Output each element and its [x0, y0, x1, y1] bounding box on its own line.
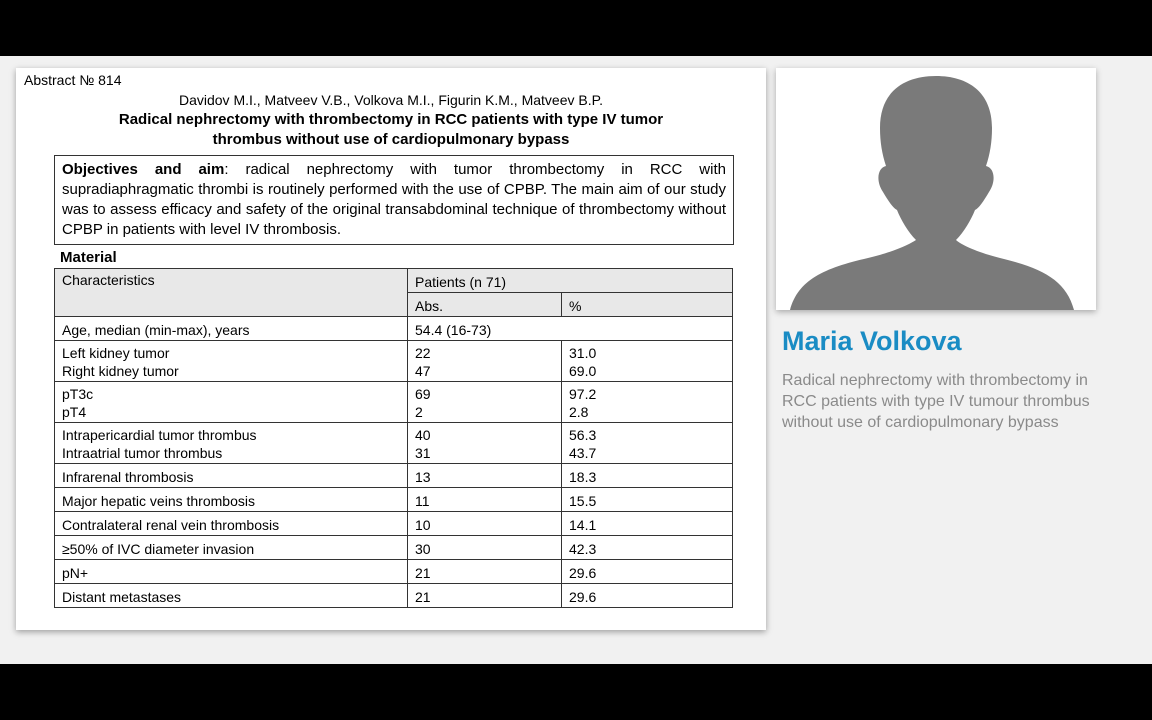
- title-line-2: thrombus without use of cardiopulmonary bypass: [212, 131, 570, 148]
- table-row: [55, 423, 733, 464]
- abs-cell-line: 30: [415, 540, 431, 557]
- characteristic-cell-line: pT4: [62, 404, 87, 420]
- abs-cell-line: 40: [415, 427, 431, 443]
- characteristic-cell: [55, 423, 408, 464]
- characteristic-cell: [55, 464, 408, 488]
- percent-cell: [562, 512, 733, 536]
- authors: Davidov M.I., Matveev V.B., Volkova M.I., Figurin K.M., Matveev B.P.: [178, 92, 604, 108]
- characteristic-cell: [55, 584, 408, 608]
- characteristic-cell-line: ≥50% of IVC diameter invasion: [62, 540, 255, 557]
- characteristic-cell: [55, 488, 408, 512]
- characteristic-cell-line: Infrarenal thrombosis: [62, 468, 194, 485]
- table-row: [55, 560, 733, 584]
- characteristic-cell-line: Contralateral renal vein thrombosis: [62, 516, 280, 533]
- percent-cell: [562, 560, 733, 584]
- material-label: Material: [60, 249, 117, 266]
- percent-cell-line: 42.3: [569, 540, 597, 557]
- characteristic-cell-line: Left kidney tumor: [62, 345, 170, 361]
- characteristic-cell-line: Intrapericardial tumor thrombus: [62, 427, 257, 443]
- abs-cell: [408, 536, 562, 560]
- abs-cell-line: 11: [415, 492, 430, 509]
- table-row: [55, 488, 733, 512]
- characteristic-cell-line: Age, median (min-max), years: [62, 321, 250, 338]
- table-row: [55, 317, 733, 341]
- characteristic-cell: [55, 382, 408, 423]
- percent-cell-line: 97.2: [569, 386, 597, 402]
- header-characteristics: Characteristics: [55, 269, 408, 317]
- abs-cell: [408, 512, 562, 536]
- abs-cell: [408, 317, 733, 341]
- header-abs: Abs.: [408, 293, 562, 317]
- percent-cell-line: 18.3: [569, 468, 597, 485]
- abs-cell-line: 13: [415, 468, 431, 485]
- material-table: [54, 268, 733, 608]
- percent-cell-line: 14.1: [569, 516, 597, 533]
- characteristic-cell: [55, 560, 408, 584]
- objectives-box: [54, 155, 734, 245]
- header-patients: Patients (n 71): [408, 269, 733, 293]
- characteristic-cell-line: pT3c: [62, 386, 94, 402]
- speaker-talk-title: Radical nephrectomy with thrombectomy in RCC patients with type IV tumour thrombus without use of cardiopulmonary bypass: [782, 372, 1090, 431]
- abstract-title: [16, 110, 766, 150]
- abs-cell-line: 69: [415, 386, 431, 402]
- abstract-slide: [16, 68, 766, 630]
- objectives-label: Objectives and aim: [62, 161, 225, 178]
- characteristic-cell-line: Distant metastases: [62, 588, 182, 605]
- table-row: [55, 382, 733, 423]
- abs-cell-line: 47: [415, 363, 431, 379]
- percent-cell-line: 31.0: [569, 345, 597, 361]
- abs-cell-line: 21: [415, 588, 431, 605]
- person-silhouette-icon: [776, 68, 1096, 310]
- video-frame: [0, 56, 1152, 664]
- characteristic-cell-line: Major hepatic veins thrombosis: [62, 492, 255, 509]
- percent-cell: [562, 423, 733, 464]
- characteristic-cell: [55, 512, 408, 536]
- abstract-number: Abstract № 814: [24, 72, 122, 88]
- percent-cell-line: 29.6: [569, 564, 597, 581]
- characteristic-cell-line: pN+: [62, 564, 89, 581]
- table-row: [55, 584, 733, 608]
- characteristic-cell: [55, 536, 408, 560]
- table-row: [55, 512, 733, 536]
- title-line-1: Radical nephrectomy with thrombectomy in RCC patients with type IV tumor: [118, 111, 664, 128]
- abs-cell: [408, 584, 562, 608]
- objectives-text: : radical nephrectomy with tumor thrombectomy in RCC with supradiaphragmatic thrombi is routinely performed with the use of CPBP. The main aim of our study was to assess efficacy and safety of the original transabdominal technique of thrombectomy without CPBP in patients with level IV thrombosis.: [62, 161, 726, 238]
- table-row: [55, 341, 733, 382]
- percent-cell: [562, 488, 733, 512]
- percent-cell-line: 15.5: [569, 492, 597, 509]
- table-row: [55, 536, 733, 560]
- percent-cell: [562, 584, 733, 608]
- abs-cell-line: 2: [415, 404, 423, 420]
- percent-cell-line: 29.6: [569, 588, 597, 605]
- speaker-name: Maria Volkova: [782, 326, 962, 356]
- characteristic-cell: [55, 341, 408, 382]
- percent-cell-line: 56.3: [569, 427, 597, 443]
- percent-cell-line: 2.8: [569, 404, 589, 420]
- percent-cell: [562, 341, 733, 382]
- abs-cell: [408, 488, 562, 512]
- percent-cell-line: 69.0: [569, 363, 597, 379]
- percent-cell-line: 43.7: [569, 445, 597, 461]
- abs-cell-line: 21: [415, 564, 431, 581]
- characteristic-cell-line: Right kidney tumor: [62, 363, 179, 379]
- percent-cell: [562, 536, 733, 560]
- abs-cell-line: 54.4 (16-73): [415, 321, 492, 338]
- header-percent: %: [562, 293, 733, 317]
- percent-cell: [562, 382, 733, 423]
- abs-cell-line: 22: [415, 345, 431, 361]
- table-header-row: [55, 269, 733, 293]
- characteristic-cell: [55, 317, 408, 341]
- abs-cell: [408, 560, 562, 584]
- speaker-photo: [776, 68, 1096, 310]
- abs-cell: [408, 464, 562, 488]
- characteristic-cell-line: Intraatrial tumor thrombus: [62, 445, 223, 461]
- abs-cell-line: 31: [415, 445, 431, 461]
- table-row: [55, 464, 733, 488]
- abs-cell: [408, 341, 562, 382]
- abs-cell-line: 10: [415, 516, 431, 533]
- percent-cell: [562, 464, 733, 488]
- abs-cell: [408, 423, 562, 464]
- abs-cell: [408, 382, 562, 423]
